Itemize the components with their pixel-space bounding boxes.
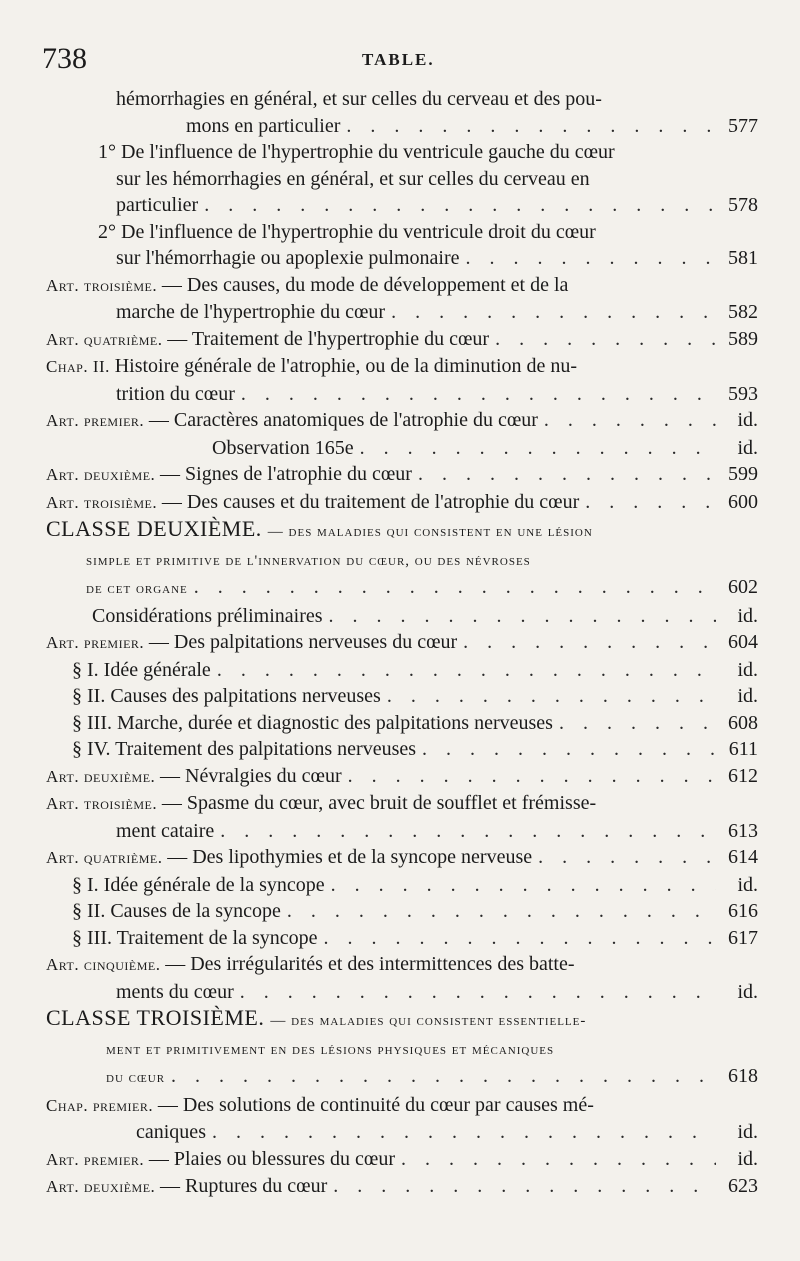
toc-line	[46, 192, 758, 219]
toc-line	[46, 86, 758, 113]
entry-page-number: 611	[728, 738, 758, 760]
toc-line	[46, 1119, 758, 1146]
entry-rank: quatrième.	[83, 329, 168, 349]
entry-rank: deuxième.	[83, 1177, 161, 1196]
toc-entry	[46, 872, 758, 899]
toc-entry	[46, 603, 758, 630]
entry-prefix: Chap.	[46, 1095, 93, 1115]
entry-page-number: id.	[737, 409, 758, 431]
entry-text: — Des causes et du traitement de l'atrophie du cœur	[161, 490, 580, 513]
toc-line	[46, 219, 758, 246]
toc-text	[116, 245, 460, 272]
dot-leader	[212, 1119, 716, 1146]
entry-prefix: Art.	[46, 465, 84, 484]
page-number: 738	[42, 42, 87, 75]
entry-text: — Plaies ou blessures du cœur	[148, 1147, 395, 1170]
toc-text	[46, 844, 532, 872]
toc-line	[46, 353, 758, 381]
toc-entry	[46, 951, 758, 1005]
entry-text: § II. Causes de la syncope	[72, 900, 281, 922]
toc-text	[116, 818, 214, 845]
toc-entry	[46, 1005, 758, 1092]
toc-entry	[46, 763, 758, 791]
toc-line	[46, 139, 758, 166]
toc-text	[72, 872, 325, 899]
toc-text	[72, 657, 211, 684]
toc-text	[46, 326, 489, 354]
entry-text: § IV. Traitement des palpitations nerveuses	[72, 738, 417, 760]
dot-leader	[387, 683, 716, 710]
toc-text	[46, 763, 342, 791]
entry-prefix: Art.	[46, 766, 84, 786]
toc-entry	[46, 353, 758, 407]
toc-text	[116, 192, 198, 219]
toc-line	[46, 683, 758, 710]
toc-text	[116, 299, 385, 326]
entry-rank: troisième.	[83, 492, 162, 512]
toc-line	[46, 546, 758, 575]
toc-line	[46, 1005, 758, 1035]
toc-text	[116, 166, 590, 193]
toc-line	[46, 381, 758, 408]
toc-line	[46, 629, 758, 657]
entry-prefix: Art.	[46, 275, 84, 295]
toc-text	[72, 736, 416, 763]
entry-page-number: id.	[737, 685, 758, 707]
entry-text: simple et primitive de l'innervation du cœur, ou des névroses	[86, 552, 531, 569]
toc-text	[98, 139, 615, 166]
toc-entry	[46, 710, 758, 737]
entry-text: — Des palpitations nerveuses du cœur	[148, 631, 458, 653]
entry-page-number: id.	[737, 1121, 758, 1143]
toc-text	[46, 790, 596, 818]
entry-rank: premier.	[92, 1095, 158, 1115]
entry-page-number: 578	[728, 194, 758, 216]
entry-prefix: Art.	[46, 492, 84, 512]
entry-text: hémorrhagies en général, et sur celles du cerveau et des pou-	[116, 88, 602, 110]
entry-page-number: 602	[728, 576, 758, 598]
toc-entry	[46, 629, 758, 657]
toc-text	[72, 925, 318, 952]
entry-prefix: Art.	[46, 794, 84, 813]
dot-leader	[287, 898, 716, 925]
running-head: TABLE.	[362, 50, 435, 69]
toc-entry	[46, 86, 758, 139]
entry-prefix: Chap.	[46, 357, 93, 376]
entry-text: — Des lipothymies et de la syncope nerveuse	[167, 846, 533, 868]
dot-leader	[217, 657, 716, 684]
dot-leader	[544, 407, 716, 434]
entry-page-number: 589	[728, 327, 758, 350]
toc-line	[46, 299, 758, 326]
toc-text	[98, 219, 596, 246]
toc-entry	[46, 272, 758, 326]
entry-page-number: 599	[728, 463, 758, 485]
toc-line	[46, 1092, 758, 1120]
toc-text	[46, 407, 538, 435]
entry-page-number: 612	[728, 764, 758, 787]
toc-line	[46, 763, 758, 791]
entry-text: Observation 165e	[212, 436, 354, 459]
entry-text: Histoire générale de l'atrophie, ou de la diminution de nu-	[114, 355, 578, 377]
dot-leader	[585, 489, 716, 516]
dot-leader	[346, 113, 716, 140]
table-of-contents	[46, 86, 758, 1201]
toc-line	[46, 603, 758, 630]
entry-page-number: 608	[728, 711, 758, 734]
toc-entry	[46, 1173, 758, 1201]
dot-leader	[194, 574, 716, 601]
toc-entry	[46, 925, 758, 952]
entry-text: § III. Traitement de la syncope	[72, 926, 318, 949]
class-title: CLASSE DEUXIÈME.	[46, 516, 268, 541]
toc-text	[46, 629, 457, 657]
dot-leader	[331, 872, 716, 899]
toc-entry	[46, 657, 758, 684]
toc-line	[46, 166, 758, 193]
entry-rank: II.	[92, 357, 115, 376]
toc-line	[46, 1146, 758, 1174]
entry-text: particulier	[116, 194, 199, 216]
toc-entry	[46, 326, 758, 354]
entry-page-number: id.	[737, 980, 758, 1003]
dot-leader	[240, 979, 716, 1006]
entry-rank: premier.	[83, 411, 149, 430]
toc-line	[46, 1173, 758, 1201]
toc-line	[46, 245, 758, 272]
dot-leader	[538, 844, 716, 871]
toc-line	[46, 435, 758, 462]
entry-text: marche de l'hypertrophie du cœur	[116, 301, 386, 323]
entry-page-number: 577	[728, 114, 758, 137]
toc-text	[46, 1092, 594, 1120]
toc-line	[46, 1035, 758, 1064]
toc-line	[46, 898, 758, 925]
entry-rank: troisième.	[83, 275, 162, 295]
toc-text	[72, 683, 381, 710]
entry-page-number: id.	[737, 1147, 758, 1170]
entry-text: § III. Marche, durée et diagnostic des palpitations nerveuses	[72, 711, 553, 734]
entry-page-number: 604	[728, 631, 758, 653]
toc-line	[46, 489, 758, 517]
toc-text	[92, 603, 323, 630]
toc-line	[46, 790, 758, 818]
toc-text	[86, 546, 531, 575]
entry-text: — Névralgies du cœur	[160, 764, 342, 787]
entry-text: ment cataire	[116, 819, 215, 842]
toc-line	[46, 818, 758, 845]
toc-line	[46, 925, 758, 952]
entry-text: — Caractères anatomiques de l'atrophie du cœur	[148, 409, 538, 431]
toc-text	[106, 1063, 165, 1092]
entry-text: Considérations préliminaires	[92, 604, 323, 627]
entry-prefix: Art.	[46, 955, 84, 974]
toc-entry	[46, 139, 758, 219]
dot-leader	[333, 1173, 716, 1200]
entry-text: — des maladies qui consistent essentielle-	[270, 1013, 587, 1029]
entry-text: — Des irrégularités et des intermittences des batte-	[165, 953, 575, 975]
toc-line	[46, 1063, 758, 1092]
toc-text	[116, 979, 234, 1006]
entry-rank: deuxième.	[83, 766, 161, 786]
toc-text	[72, 898, 281, 925]
entry-prefix: Art.	[46, 329, 84, 349]
entry-text: — Traitement de l'hypertrophie du cœur	[167, 327, 490, 350]
entry-prefix: Art.	[46, 411, 84, 430]
entry-text: — Des causes, du mode de développement et de la	[161, 273, 569, 296]
toc-entry	[46, 1092, 758, 1146]
dot-leader	[220, 818, 716, 845]
toc-entry	[46, 683, 758, 710]
entry-text: § I. Idée générale	[72, 658, 211, 681]
dot-leader	[401, 1146, 716, 1173]
toc-text	[212, 435, 354, 462]
toc-entry	[46, 898, 758, 925]
entry-text: trition du cœur	[116, 382, 235, 405]
entry-text: — Des solutions de continuité du cœur par causes mé-	[157, 1093, 594, 1116]
entry-page-number: 582	[728, 301, 758, 323]
entry-text: caniques	[136, 1121, 206, 1143]
dot-leader	[360, 435, 716, 462]
entry-text: sur les hémorrhagies en général, et sur celles du cerveau en	[116, 167, 590, 190]
dot-leader	[171, 1063, 716, 1090]
toc-line	[46, 574, 758, 603]
toc-line	[46, 657, 758, 684]
entry-text: de cet organe	[86, 581, 188, 597]
toc-text	[46, 1173, 327, 1201]
toc-text	[136, 1119, 206, 1146]
toc-line	[46, 113, 758, 140]
entry-text: — des maladies qui consistent en une lésion	[267, 524, 593, 540]
entry-page-number: id.	[737, 873, 758, 896]
dot-leader	[559, 710, 716, 737]
entry-rank: cinquième.	[83, 955, 166, 974]
toc-text	[46, 951, 575, 979]
dot-leader	[422, 736, 716, 763]
toc-line	[46, 872, 758, 899]
entry-page-number: 623	[728, 1175, 758, 1197]
entry-page-number: id.	[737, 436, 758, 459]
entry-text: — Spasme du cœur, avec bruit de soufflet et frémisse-	[161, 792, 597, 814]
entry-page-number: 600	[728, 490, 758, 513]
toc-text	[46, 353, 577, 381]
toc-text	[46, 516, 593, 546]
entry-text: ment et primitivement en des lésions physiques et mécaniques	[106, 1041, 555, 1058]
entry-text: mons en particulier	[186, 114, 341, 137]
entry-page-number: 581	[728, 247, 758, 269]
toc-text	[86, 574, 188, 603]
toc-line	[46, 326, 758, 354]
entry-page-number: 593	[728, 382, 758, 405]
entry-rank: troisième.	[83, 794, 162, 813]
toc-text	[186, 113, 340, 140]
entry-text: du cœur	[106, 1070, 166, 1086]
toc-text	[46, 461, 412, 489]
entry-prefix: Art.	[46, 848, 84, 867]
entry-prefix: Art.	[46, 1149, 84, 1169]
toc-line	[46, 979, 758, 1006]
dot-leader	[241, 381, 716, 408]
toc-entry	[46, 489, 758, 517]
dot-leader	[466, 245, 717, 272]
toc-line	[46, 516, 758, 546]
toc-text	[116, 86, 602, 113]
toc-text	[46, 1146, 395, 1174]
toc-line	[46, 407, 758, 435]
toc-text	[116, 381, 235, 408]
toc-text	[46, 489, 579, 517]
entry-text: 2° De l'influence de l'hypertrophie du ventricule droit du cœur	[98, 220, 596, 243]
toc-entry	[46, 844, 758, 872]
class-title: CLASSE TROISIÈME.	[46, 1005, 271, 1030]
dot-leader	[495, 326, 716, 353]
toc-text	[46, 272, 568, 300]
entry-text: ments du cœur	[116, 980, 234, 1003]
toc-entry	[46, 1146, 758, 1174]
entry-text: § II. Causes des palpitations nerveuses	[72, 685, 381, 707]
entry-rank: premier.	[83, 1149, 149, 1169]
toc-line	[46, 844, 758, 872]
dot-leader	[329, 603, 716, 630]
toc-entry	[46, 435, 758, 462]
toc-entry	[46, 407, 758, 435]
entry-page-number: id.	[737, 604, 758, 627]
entry-rank: premier.	[83, 633, 149, 652]
entry-text: sur l'hémorrhagie ou apoplexie pulmonaire	[116, 247, 460, 269]
toc-line	[46, 272, 758, 300]
entry-page-number: 613	[728, 819, 758, 842]
entry-text: — Signes de l'atrophie du cœur	[160, 463, 412, 485]
toc-line	[46, 736, 758, 763]
entry-page-number: 617	[728, 926, 758, 949]
toc-entry	[46, 219, 758, 272]
entry-text: § I. Idée générale de la syncope	[72, 873, 325, 896]
toc-entry	[46, 461, 758, 489]
entry-rank: quatrième.	[83, 848, 168, 867]
entry-rank: deuxième.	[83, 465, 161, 484]
entry-page-number: 618	[728, 1065, 758, 1087]
dot-leader	[204, 192, 716, 219]
toc-entry	[46, 516, 758, 603]
entry-prefix: Art.	[46, 633, 84, 652]
entry-text: — Ruptures du cœur	[160, 1175, 328, 1197]
entry-page-number: 616	[728, 900, 758, 922]
toc-text	[72, 710, 553, 737]
toc-entry	[46, 736, 758, 763]
entry-prefix: Art.	[46, 1177, 84, 1196]
dot-leader	[348, 763, 716, 790]
entry-page-number: id.	[737, 658, 758, 681]
dot-leader	[324, 925, 717, 952]
dot-leader	[463, 629, 716, 656]
entry-text: 1° De l'influence de l'hypertrophie du ventricule gauche du cœur	[98, 141, 615, 163]
toc-text	[46, 1005, 586, 1035]
toc-line	[46, 951, 758, 979]
toc-entry	[46, 790, 758, 844]
dot-leader	[391, 299, 716, 326]
toc-line	[46, 461, 758, 489]
toc-line	[46, 710, 758, 737]
dot-leader	[418, 461, 716, 488]
toc-text	[106, 1035, 554, 1064]
entry-page-number: 614	[728, 846, 758, 868]
